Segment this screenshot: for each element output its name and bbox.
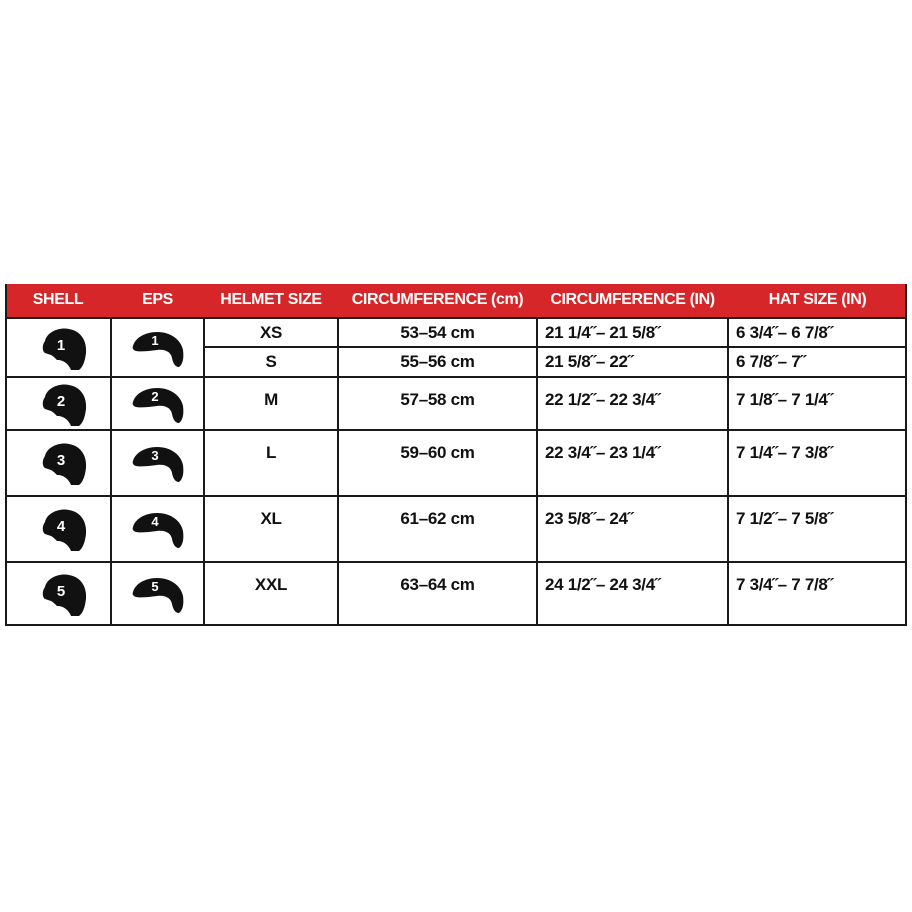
eps-liner-icon <box>131 330 185 368</box>
helmet-size-cell: L <box>265 443 277 462</box>
circumference-cm-cell: 57–58 cm <box>400 390 475 409</box>
header-helmet-size: HELMET SIZE <box>220 291 322 308</box>
column-divider <box>110 318 112 626</box>
table-border-bottom <box>5 624 907 626</box>
size-chart-table <box>5 284 907 626</box>
shell-number: 3 <box>56 452 66 469</box>
helmet-size-cell: XS <box>259 323 283 342</box>
hat-size-cell: 7 1/4˝– 7 3/8˝ <box>736 443 833 462</box>
circumference-in-cell: 23 5/8˝– 24˝ <box>545 509 634 528</box>
header-shell: SHELL <box>32 291 84 308</box>
shell-number: 4 <box>56 518 66 535</box>
shell-number: 1 <box>56 336 66 354</box>
row-divider <box>204 346 907 348</box>
circumference-in-cell: 21 5/8˝– 22˝ <box>545 352 634 371</box>
header-eps: EPS <box>142 291 173 308</box>
row-divider <box>5 495 907 497</box>
row-divider <box>5 561 907 563</box>
circumference-cm-cell: 53–54 cm <box>400 323 475 342</box>
eps-liner-icon <box>131 511 185 549</box>
circumference-cm-cell: 59–60 cm <box>400 443 475 462</box>
hat-size-cell: 7 1/8˝– 7 1/4˝ <box>736 390 833 409</box>
table-border-left <box>5 284 7 626</box>
header-circumference-in: CIRCUMFERENCE (IN) <box>550 291 715 308</box>
helmet-shell-icon <box>39 383 87 427</box>
eps-liner-icon <box>131 386 185 424</box>
eps-liner-icon <box>131 576 185 614</box>
header-hat-size: HAT SIZE (IN) <box>768 291 867 308</box>
circumference-in-cell: 22 3/4˝– 23 1/4˝ <box>545 443 661 462</box>
hat-size-cell: 6 3/4˝– 6 7/8˝ <box>736 323 833 342</box>
row-divider <box>5 376 907 378</box>
eps-number: 5 <box>151 578 159 594</box>
shell-number: 2 <box>56 392 66 410</box>
shell-number: 5 <box>56 582 66 600</box>
hat-size-cell: 7 3/4˝– 7 7/8˝ <box>736 575 833 594</box>
table-header-row <box>5 284 907 318</box>
helmet-size-cell: S <box>265 352 277 371</box>
circumference-cm-cell: 55–56 cm <box>400 352 475 371</box>
row-divider <box>5 317 907 319</box>
eps-number: 1 <box>151 332 159 348</box>
helmet-size-cell: M <box>264 390 278 409</box>
helmet-size-cell: XXL <box>254 575 288 594</box>
hat-size-cell: 6 7/8˝– 7˝ <box>736 352 806 371</box>
eps-number: 4 <box>151 514 159 529</box>
helmet-shell-icon <box>39 508 87 552</box>
helmet-shell-icon <box>39 327 87 371</box>
eps-number: 3 <box>151 448 159 463</box>
helmet-shell-icon <box>39 573 87 617</box>
circumference-cm-cell: 61–62 cm <box>400 509 475 528</box>
circumference-cm-cell: 63–64 cm <box>400 575 475 594</box>
circumference-in-cell: 21 1/4˝– 21 5/8˝ <box>545 323 661 342</box>
header-circumference-cm: CIRCUMFERENCE (cm) <box>351 291 524 308</box>
eps-liner-icon <box>131 445 185 483</box>
hat-size-cell: 7 1/2˝– 7 5/8˝ <box>736 509 833 528</box>
circumference-in-cell: 24 1/2˝– 24 3/4˝ <box>545 575 661 594</box>
helmet-shell-icon <box>39 442 87 486</box>
eps-number: 2 <box>151 388 159 404</box>
circumference-in-cell: 22 1/2˝– 22 3/4˝ <box>545 390 661 409</box>
helmet-size-cell: XL <box>260 509 282 528</box>
row-divider <box>5 429 907 431</box>
